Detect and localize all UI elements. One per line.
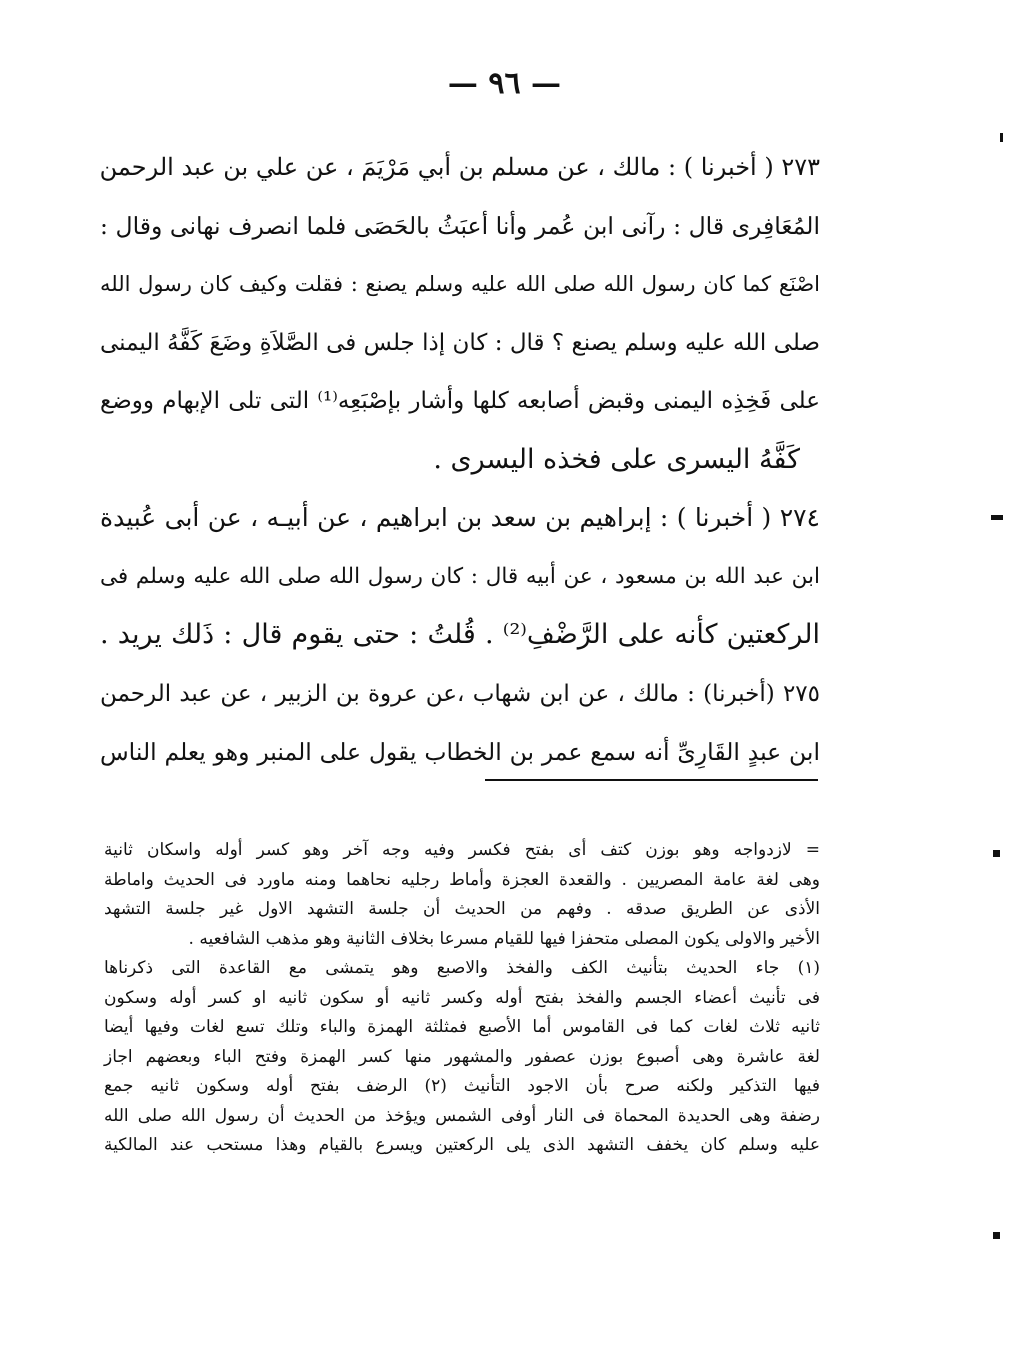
main-line: صلى الله عليه وسلم يصنع ؟ قال : كان إذا جلس فى الصَّلاَةِ وضَعَ كَفَّهُ اليمنى xyxy=(100,329,820,356)
footnote-line: ثانيه ثلاث لغات كما فى القاموس أما الأصبع فمثلثة الهمزة والباء وتلك تسع لغات وفيها أيضا xyxy=(104,1017,820,1037)
main-line: الركعتين كأنه على الرَّضْفِ⁽²⁾ . قُلتُ : حتى يقوم قال : ذَلك يريد . xyxy=(100,619,820,650)
main-line: ٢٧٥ (أخبرنا) : مالك ، عن ابن شهاب ،عن عروة بن الزبير ، عن عبد الرحمن xyxy=(100,680,820,707)
main-line: المُعَافِرى قال : رآنى ابن عُمر وأنا أعبَثُ بالحَصَى فلما انصرف نهانى وقال : xyxy=(100,211,820,240)
main-line: اصْنَع كما كان رسول الله صلى الله عليه وسلم يصنع : فقلت وكيف كان رسول الله xyxy=(100,272,820,296)
footnote-line: لغة عاشرة وهى أصبوع بوزن عصفور والمشهور منها كسر الهمزة وفتح الباء وبعضهم اجاز xyxy=(104,1046,820,1067)
footnote-line: الأذى عن الطريق صدقه . وفهم من الحديث أن جلسة التشهد الاول غير جلسة التشهد xyxy=(104,899,820,919)
footnote-line: عليه وسلم كان يخفف التشهد الذى يلى الركعتين ويسرع بالقيام وهذا مستحب عند المالكية xyxy=(104,1135,820,1155)
main-line: على فَخِذِه اليمنى وقبض أصابعه كلها وأشار بإصْبَعِه⁽¹⁾ التى تلى الإبهام ووضع xyxy=(100,388,820,414)
scan-mark xyxy=(993,850,1000,857)
scan-mark xyxy=(993,1232,1000,1239)
main-line: ابن عبدٍ القَارِىِّ أنه سمع عمر بن الخطاب يقول على المنبر وهو يعلم الناس xyxy=(100,738,820,766)
footnote-line: الأخير والاولى يكون المصلى متحفزا فيها للقيام مسرعا بخلاف الثانية وهو مذهب الشافعيه . xyxy=(188,928,820,949)
scan-mark xyxy=(1000,133,1003,142)
footnote-line: فى تأنيث أعضاء الجسم والفخذ بفتح أوله وكسر ثانيه أو سكون ثانيه او كسر أوله وسكون xyxy=(104,987,820,1008)
footnote-line: فيها التذكير ولكنه صرح بأن الاجود التأنيث (٢) الرضف بفتح أوله وسكون ثانيه جمع xyxy=(104,1076,820,1096)
footnote-line: = لازدواجه وهو بوزن كتف أى بفتح فكسر وفيه وجه آخر وهو كسر أوله واسكان ثانية xyxy=(104,840,820,860)
scan-mark xyxy=(991,515,1003,520)
main-text xyxy=(100,138,820,782)
footnote-line: رضفة وهى الحديدة المحماة فى النار أوفى الشمس ويؤخذ من الحديث أن رسول الله صلى الله xyxy=(104,1105,820,1126)
main-line: كَفَّهُ اليسرى على فخذه اليسرى . xyxy=(433,443,800,475)
footnote-line: وهى لغة عامة المصريين . والقعدة العجزة وأماط رجليه نحاهما ومنه ماورد فى الحديث واماطة xyxy=(104,869,820,890)
footnotes xyxy=(104,836,820,1161)
page-number: — ٩٦ — xyxy=(447,66,562,101)
footnote-line: (١) جاء الحديث بتأنيث الكف والفخذ والاصبع وهو يتمشى مع القاعدة التى ذكرناها xyxy=(104,958,820,978)
footnote-divider xyxy=(485,779,818,781)
main-line: ٢٧٣ ( أخبرنا ) : مالك ، عن مسلم بن أبي مَرْيَمَ ، عن علي بن عبد الرحمن xyxy=(99,153,820,181)
main-line: ابن عبد الله بن مسعود ، عن أبيه قال : كان رسول الله صلى الله عليه وسلم فى xyxy=(100,563,820,589)
main-line: ٢٧٤ ( أخبرنا ) : إبراهيم بن سعد بن ابراهيم ، عن أبيـه ، عن أبى عُبيدة xyxy=(100,503,820,532)
